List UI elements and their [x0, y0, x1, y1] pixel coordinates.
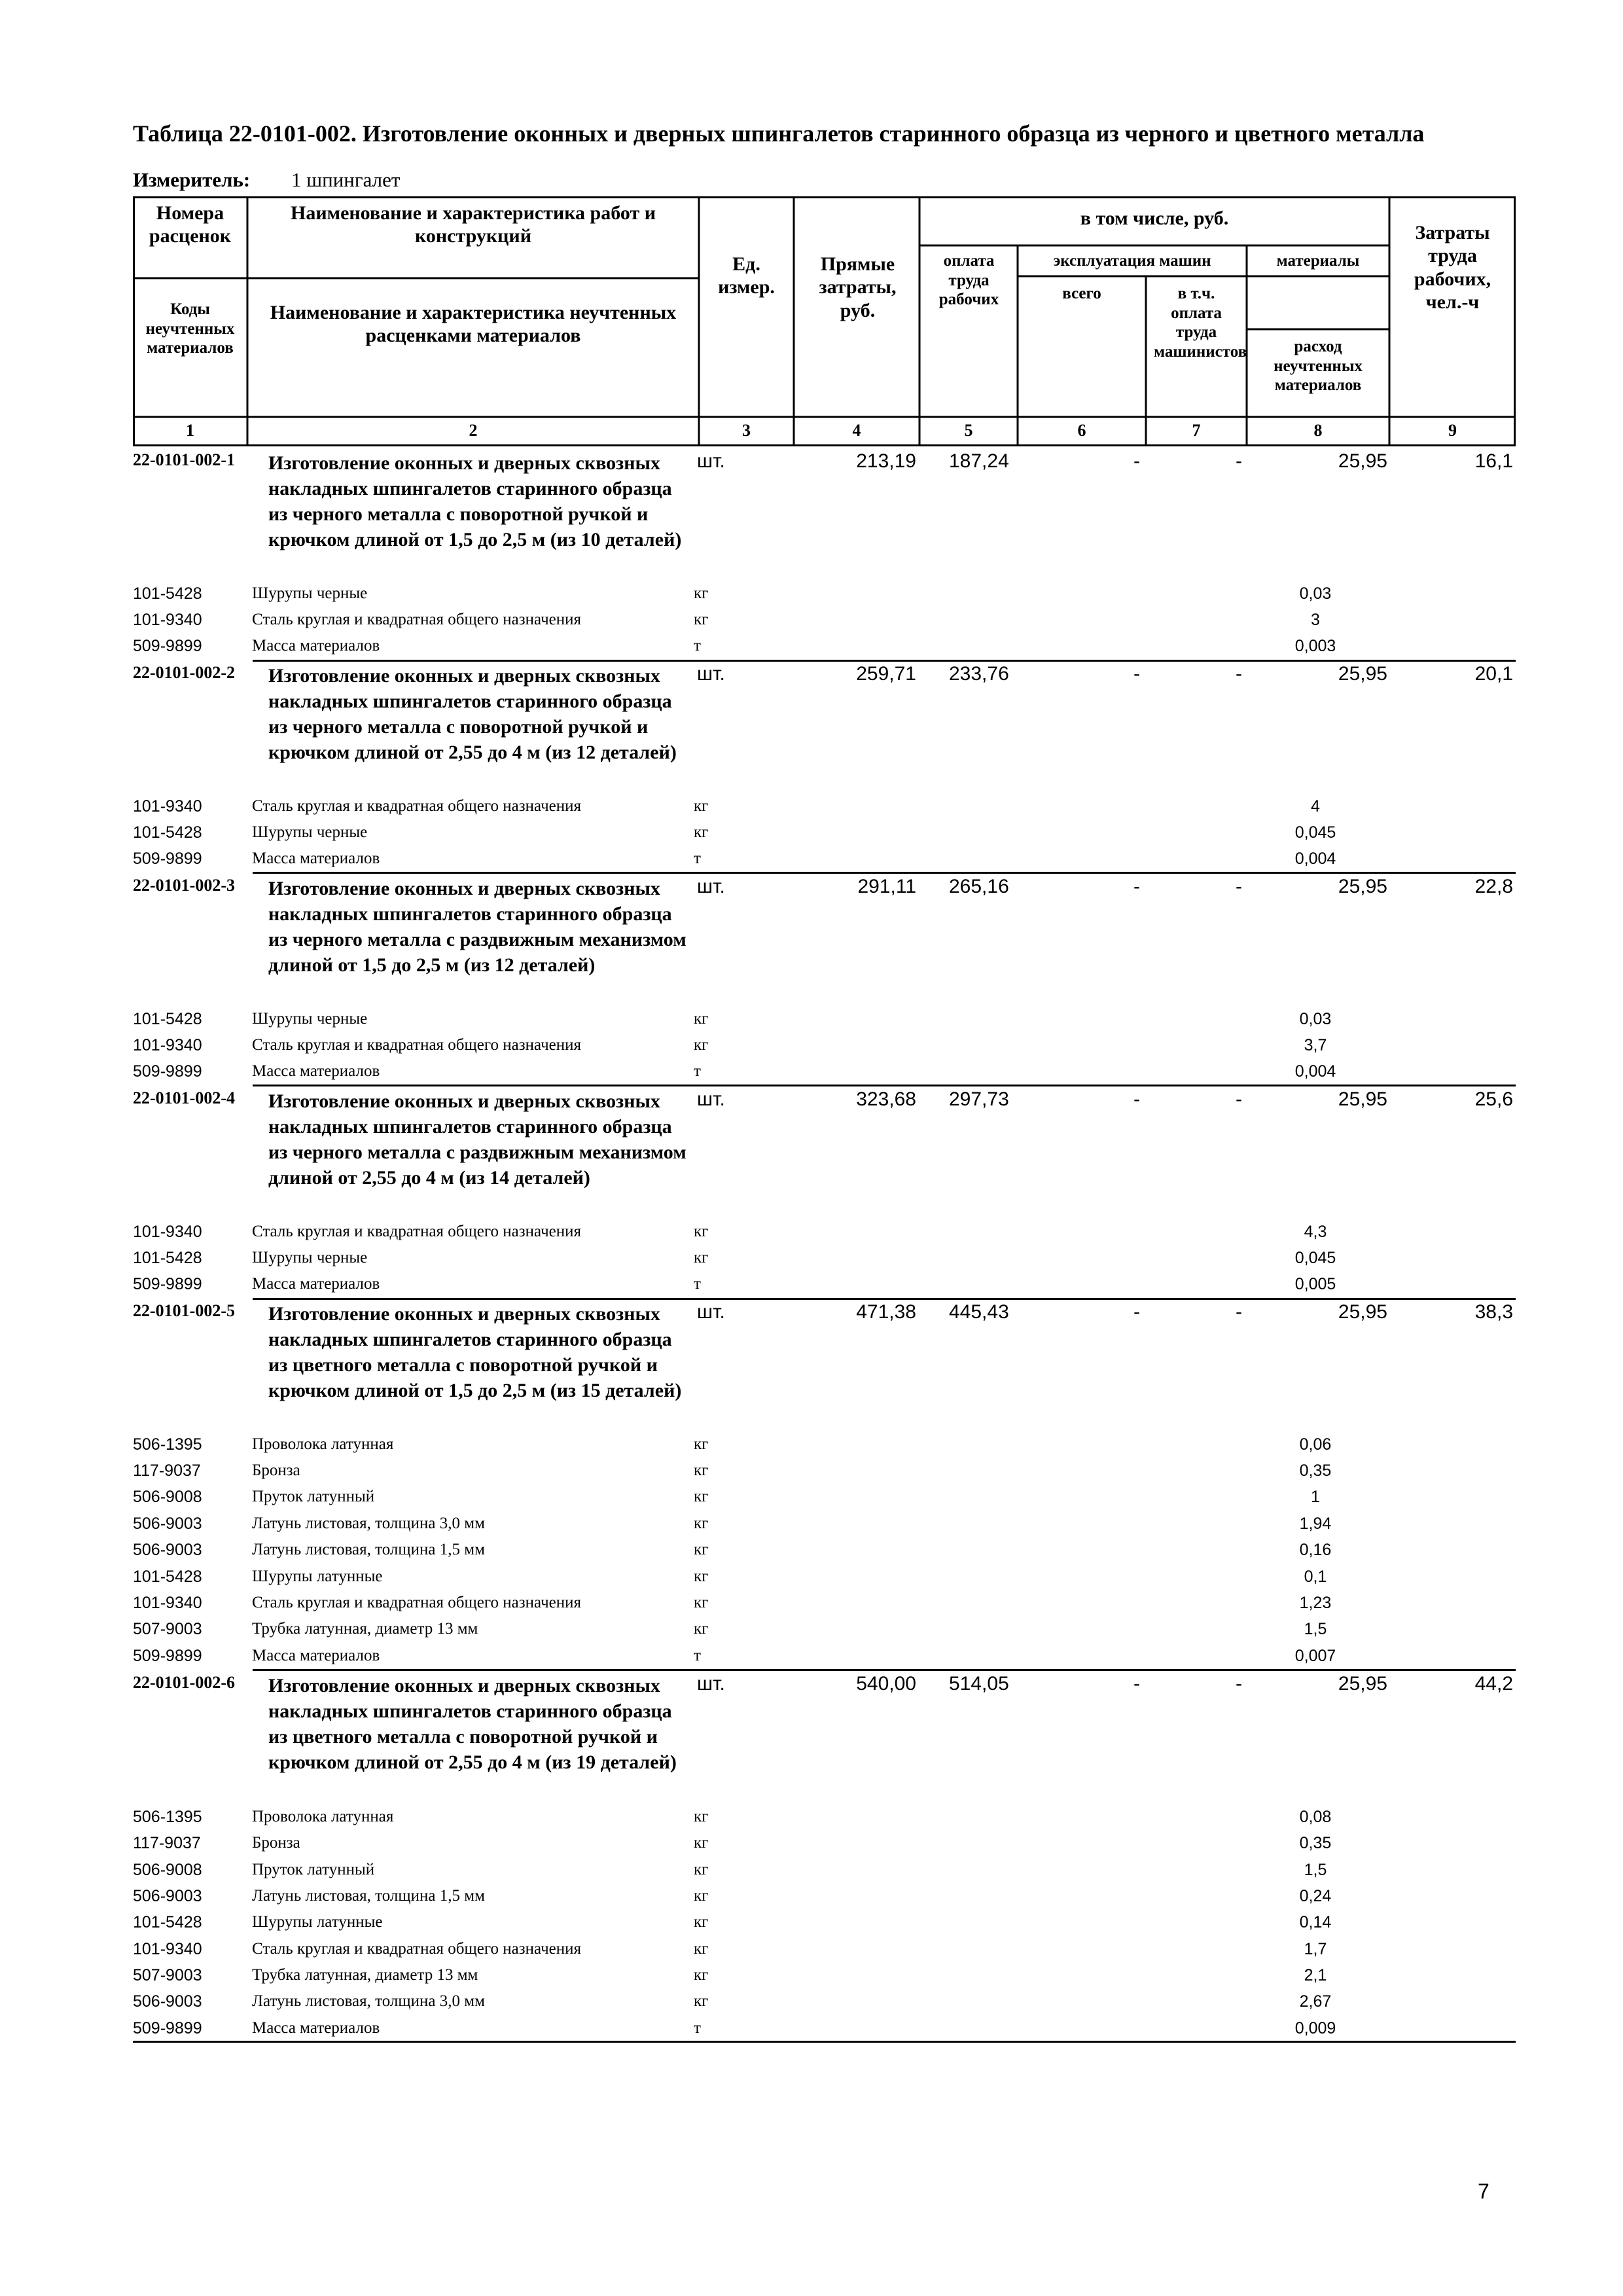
- table-bottom-border: [133, 2041, 1516, 2043]
- material-unit: т: [694, 1275, 701, 1293]
- col-number-2: 2: [469, 421, 478, 440]
- material-name: Шурупы черные: [252, 823, 368, 841]
- material-qty: 0,03: [1299, 1010, 1332, 1028]
- labor-hours: 22,8: [1474, 876, 1513, 897]
- col-number-7: 7: [1192, 421, 1201, 440]
- material-name: Пруток латунный: [252, 1861, 375, 1878]
- material-code: 101-9340: [133, 1223, 202, 1241]
- machine-costs: -: [1133, 450, 1140, 472]
- material-unit: т: [694, 637, 701, 655]
- material-name: Латунь листовая, толщина 1,5 мм: [252, 1541, 485, 1558]
- material-qty: 2,67: [1299, 1992, 1332, 2011]
- direct-costs: 540,00: [856, 1673, 916, 1695]
- labor-pay: 233,76: [949, 663, 1009, 685]
- unit: шт.: [697, 450, 725, 472]
- header-col3: Ед. измер.: [718, 253, 775, 298]
- material-code: 117-9037: [133, 1462, 201, 1480]
- material-qty: 3,7: [1304, 1036, 1327, 1054]
- materials-cost: 25,95: [1338, 1301, 1387, 1323]
- machine-costs: -: [1133, 1673, 1140, 1695]
- material-name: Сталь круглая и квадратная общего назначения: [252, 797, 582, 815]
- labor-pay: 514,05: [949, 1673, 1009, 1695]
- labor-hours: 20,1: [1474, 663, 1513, 685]
- work-name: Изготовление оконных и дверных сквозных накладных шпингалетов старинного образца из цветного металла с поворотной ручкой и крючком длиной от 1,5 до 2,5 м (из 15 деталей): [268, 1303, 682, 1401]
- material-qty: 1,5: [1304, 1861, 1327, 1879]
- header-col8: расход неучтенных материалов: [1274, 338, 1363, 394]
- material-name: Шурупы латунные: [252, 1913, 383, 1931]
- header-materials: материалы: [1276, 252, 1360, 270]
- direct-costs: 259,71: [856, 663, 916, 685]
- material-code: 509-9899: [133, 637, 202, 655]
- unit: шт.: [697, 876, 725, 897]
- material-code: 507-9003: [133, 1620, 202, 1638]
- header-group: в том числе, руб.: [1080, 207, 1229, 229]
- material-unit: кг: [694, 1223, 709, 1240]
- material-unit: кг: [694, 1036, 709, 1054]
- machinist-pay: -: [1236, 1088, 1242, 1110]
- header-machines: эксплуатация машин: [1053, 252, 1211, 270]
- material-name: Шурупы черные: [252, 1249, 368, 1266]
- machine-costs: -: [1133, 1088, 1140, 1110]
- material-name: Шурупы латунные: [252, 1568, 383, 1585]
- unit: шт.: [697, 1088, 725, 1110]
- material-code: 509-9899: [133, 2019, 202, 2037]
- row-separator: [253, 1669, 1516, 1671]
- machinist-pay: -: [1236, 1301, 1242, 1323]
- material-qty: 0,009: [1294, 2019, 1336, 2037]
- material-name: Масса материалов: [252, 637, 380, 655]
- material-code: 101-9340: [133, 1940, 202, 1958]
- material-code: 509-9899: [133, 850, 202, 868]
- material-unit: кг: [694, 797, 709, 815]
- material-unit: кг: [694, 1620, 709, 1638]
- unit: шт.: [697, 663, 725, 685]
- header-col4: Прямые затраты, руб.: [819, 253, 897, 321]
- material-name: Шурупы черные: [252, 584, 368, 602]
- material-code: 117-9037: [133, 1834, 201, 1852]
- material-qty: 3: [1311, 611, 1320, 629]
- material-unit: кг: [694, 1249, 709, 1266]
- materials-cost: 25,95: [1338, 876, 1387, 897]
- work-name: Изготовление оконных и дверных сквозных накладных шпингалетов старинного образца из черного металла с раздвижным механизмом длиной от 1,5 до 2,5 м (из 12 деталей): [268, 878, 687, 976]
- labor-pay: 187,24: [949, 450, 1009, 472]
- header-col2-top: Наименование и характеристика работ и конструкций: [291, 202, 656, 247]
- material-qty: 0,14: [1299, 1913, 1332, 1931]
- machinist-pay: -: [1236, 876, 1242, 897]
- material-qty: 0,004: [1294, 850, 1336, 868]
- material-unit: т: [694, 1062, 701, 1080]
- material-name: Сталь круглая и квадратная общего назначения: [252, 1223, 582, 1240]
- row-separator: [253, 1085, 1516, 1086]
- col-number-3: 3: [742, 421, 751, 440]
- material-code: 101-5428: [133, 1249, 202, 1267]
- work-name: Изготовление оконных и дверных сквозных накладных шпингалетов старинного образца из черного металла с поворотной ручкой и крючком длиной от 2,55 до 4 м (из 12 деталей): [268, 665, 677, 763]
- material-name: Латунь листовая, толщина 1,5 мм: [252, 1887, 485, 1905]
- header-col9: Затраты труда рабочих, чел.-ч: [1414, 222, 1491, 314]
- labor-hours: 44,2: [1474, 1673, 1513, 1695]
- material-qty: 0,35: [1299, 1834, 1332, 1852]
- header-col5: оплата труда рабочих: [938, 252, 999, 308]
- row-separator: [253, 1298, 1516, 1300]
- col-number-1: 1: [186, 421, 194, 440]
- material-qty: 0,004: [1294, 1062, 1336, 1081]
- direct-costs: 291,11: [857, 876, 916, 897]
- material-qty: 0,08: [1299, 1808, 1332, 1826]
- materials-cost: 25,95: [1338, 663, 1387, 685]
- machinist-pay: -: [1236, 450, 1242, 472]
- material-unit: кг: [694, 1462, 709, 1479]
- material-qty: 0,045: [1294, 823, 1336, 842]
- rate-code: 22-0101-002-1: [133, 450, 235, 469]
- material-unit: кг: [694, 1568, 709, 1585]
- material-name: Трубка латунная, диаметр 13 мм: [252, 1620, 478, 1638]
- labor-pay: 265,16: [949, 876, 1009, 897]
- col-number-9: 9: [1448, 421, 1457, 440]
- rate-code: 22-0101-002-3: [133, 876, 235, 895]
- material-name: Бронза: [252, 1462, 300, 1479]
- rate-code: 22-0101-002-4: [133, 1088, 235, 1107]
- material-qty: 0,1: [1304, 1568, 1327, 1586]
- material-code: 101-5428: [133, 584, 202, 603]
- material-qty: 0,045: [1294, 1249, 1336, 1267]
- material-qty: 0,35: [1299, 1462, 1332, 1480]
- machinist-pay: -: [1236, 1673, 1242, 1695]
- materials-cost: 25,95: [1338, 1088, 1387, 1110]
- material-name: Сталь круглая и квадратная общего назначения: [252, 1940, 582, 1958]
- material-qty: 1,23: [1299, 1594, 1332, 1612]
- material-unit: кг: [694, 1861, 709, 1878]
- material-code: 101-5428: [133, 1913, 202, 1931]
- work-name: Изготовление оконных и дверных сквозных накладных шпингалетов старинного образца из черного металла с раздвижным механизмом длиной от 2,55 до 4 м (из 14 деталей): [268, 1090, 687, 1189]
- material-unit: т: [694, 850, 701, 867]
- material-unit: кг: [694, 1834, 709, 1852]
- material-code: 506-9003: [133, 1887, 202, 1905]
- material-code: 506-9003: [133, 1541, 202, 1559]
- material-unit: кг: [694, 1594, 709, 1611]
- material-unit: кг: [694, 1887, 709, 1905]
- material-code: 506-9003: [133, 1992, 202, 2011]
- table-header: [133, 196, 1516, 446]
- material-name: Масса материалов: [252, 2019, 380, 2037]
- material-name: Сталь круглая и квадратная общего назначения: [252, 611, 582, 628]
- material-name: Пруток латунный: [252, 1488, 375, 1505]
- material-unit: кг: [694, 584, 709, 602]
- material-name: Трубка латунная, диаметр 13 мм: [252, 1966, 478, 1984]
- material-unit: кг: [694, 1808, 709, 1825]
- material-qty: 0,03: [1299, 584, 1332, 603]
- header-col1-bottom: Коды неучтенных материалов: [145, 300, 235, 357]
- material-qty: 0,007: [1294, 1647, 1336, 1665]
- material-unit: кг: [694, 1010, 709, 1028]
- material-qty: 0,003: [1294, 637, 1336, 655]
- material-qty: 1,7: [1304, 1940, 1327, 1958]
- labor-pay: 297,73: [949, 1088, 1009, 1110]
- material-name: Масса материалов: [252, 1062, 380, 1080]
- rate-code: 22-0101-002-6: [133, 1673, 235, 1692]
- direct-costs: 471,38: [856, 1301, 916, 1323]
- material-unit: кг: [694, 1488, 709, 1505]
- material-code: 101-9340: [133, 611, 202, 629]
- row-separator: [253, 660, 1516, 662]
- material-unit: кг: [694, 823, 709, 841]
- work-name: Изготовление оконных и дверных сквозных накладных шпингалетов старинного образца из черного металла с поворотной ручкой и крючком длиной от 1,5 до 2,5 м (из 10 деталей): [268, 452, 682, 550]
- material-code: 101-5428: [133, 1010, 202, 1028]
- labor-hours: 38,3: [1474, 1301, 1513, 1323]
- labor-pay: 445,43: [949, 1301, 1009, 1323]
- material-code: 506-1395: [133, 1808, 202, 1826]
- material-code: 509-9899: [133, 1647, 202, 1665]
- row-separator: [253, 872, 1516, 874]
- material-code: 509-9899: [133, 1062, 202, 1081]
- material-unit: кг: [694, 1966, 709, 1984]
- material-qty: 0,24: [1299, 1887, 1332, 1905]
- material-name: Проволока латунная: [252, 1808, 394, 1825]
- material-code: 101-9340: [133, 1594, 202, 1612]
- material-code: 506-9008: [133, 1861, 202, 1879]
- material-code: 101-9340: [133, 797, 202, 816]
- header-col6: всего: [1062, 285, 1101, 302]
- rate-code: 22-0101-002-5: [133, 1301, 235, 1320]
- machine-costs: -: [1133, 876, 1140, 897]
- material-name: Бронза: [252, 1834, 300, 1852]
- material-code: 506-1395: [133, 1435, 202, 1454]
- material-unit: кг: [694, 1992, 709, 2010]
- col-number-8: 8: [1313, 421, 1323, 440]
- work-name: Изготовление оконных и дверных сквозных накладных шпингалетов старинного образца из цветного металла с поворотной ручкой и крючком длиной от 2,55 до 4 м (из 19 деталей): [268, 1675, 677, 1773]
- material-unit: т: [694, 2019, 701, 2037]
- labor-hours: 25,6: [1474, 1088, 1513, 1110]
- machinist-pay: -: [1236, 663, 1242, 685]
- material-name: Латунь листовая, толщина 3,0 мм: [252, 1515, 485, 1532]
- material-name: Сталь круглая и квадратная общего назначения: [252, 1036, 582, 1054]
- material-name: Масса материалов: [252, 1647, 380, 1664]
- material-qty: 2,1: [1304, 1966, 1327, 1984]
- material-code: 507-9003: [133, 1966, 202, 1984]
- labor-hours: 16,1: [1474, 450, 1513, 472]
- material-qty: 1: [1311, 1488, 1320, 1506]
- material-code: 101-5428: [133, 823, 202, 842]
- material-unit: кг: [694, 1940, 709, 1958]
- unit: шт.: [697, 1673, 725, 1695]
- rate-code: 22-0101-002-2: [133, 663, 235, 682]
- material-name: Латунь листовая, толщина 3,0 мм: [252, 1992, 485, 2010]
- material-qty: 0,06: [1299, 1435, 1332, 1454]
- col-number-4: 4: [852, 421, 861, 440]
- page-number: 7: [1478, 2179, 1489, 2203]
- material-unit: кг: [694, 611, 709, 628]
- material-code: 506-9003: [133, 1515, 202, 1533]
- material-code: 506-9008: [133, 1488, 202, 1506]
- meter-value: 1 шпингалет: [291, 168, 401, 191]
- material-name: Масса материалов: [252, 1275, 380, 1293]
- material-code: 509-9899: [133, 1275, 202, 1293]
- material-unit: кг: [694, 1913, 709, 1931]
- header-col1-top: Номера расценок: [149, 202, 232, 247]
- material-code: 101-5428: [133, 1568, 202, 1586]
- unit: шт.: [697, 1301, 725, 1323]
- direct-costs: 323,68: [856, 1088, 916, 1110]
- machine-costs: -: [1133, 663, 1140, 685]
- material-qty: 0,005: [1294, 1275, 1336, 1293]
- direct-costs: 213,19: [856, 450, 916, 472]
- machine-costs: -: [1133, 1301, 1140, 1323]
- material-qty: 1,94: [1299, 1515, 1332, 1533]
- col-number-6: 6: [1077, 421, 1086, 440]
- material-unit: кг: [694, 1515, 709, 1532]
- material-qty: 4,3: [1304, 1223, 1327, 1241]
- material-qty: 4: [1311, 797, 1320, 816]
- material-qty: 0,16: [1299, 1541, 1332, 1559]
- material-code: 101-9340: [133, 1036, 202, 1054]
- meter-label: Измеритель:: [133, 168, 251, 191]
- material-unit: т: [694, 1647, 701, 1664]
- material-name: Масса материалов: [252, 850, 380, 867]
- col-number-5: 5: [964, 421, 973, 440]
- header-col7: в т.ч. оплата труда машинистов: [1154, 285, 1247, 361]
- material-qty: 1,5: [1304, 1620, 1327, 1638]
- table-title: Таблица 22-0101-002. Изготовление оконных и дверных шпингалетов старинного образца из черного и цветного металла: [133, 120, 1425, 147]
- material-name: Сталь круглая и квадратная общего назначения: [252, 1594, 582, 1611]
- materials-cost: 25,95: [1338, 450, 1387, 472]
- materials-cost: 25,95: [1338, 1673, 1387, 1695]
- material-unit: кг: [694, 1541, 709, 1558]
- material-name: Шурупы черные: [252, 1010, 368, 1028]
- material-unit: кг: [694, 1435, 709, 1453]
- header-col2-bottom: Наименование и характеристика неучтенных расценками материалов: [270, 302, 677, 347]
- material-name: Проволока латунная: [252, 1435, 394, 1453]
